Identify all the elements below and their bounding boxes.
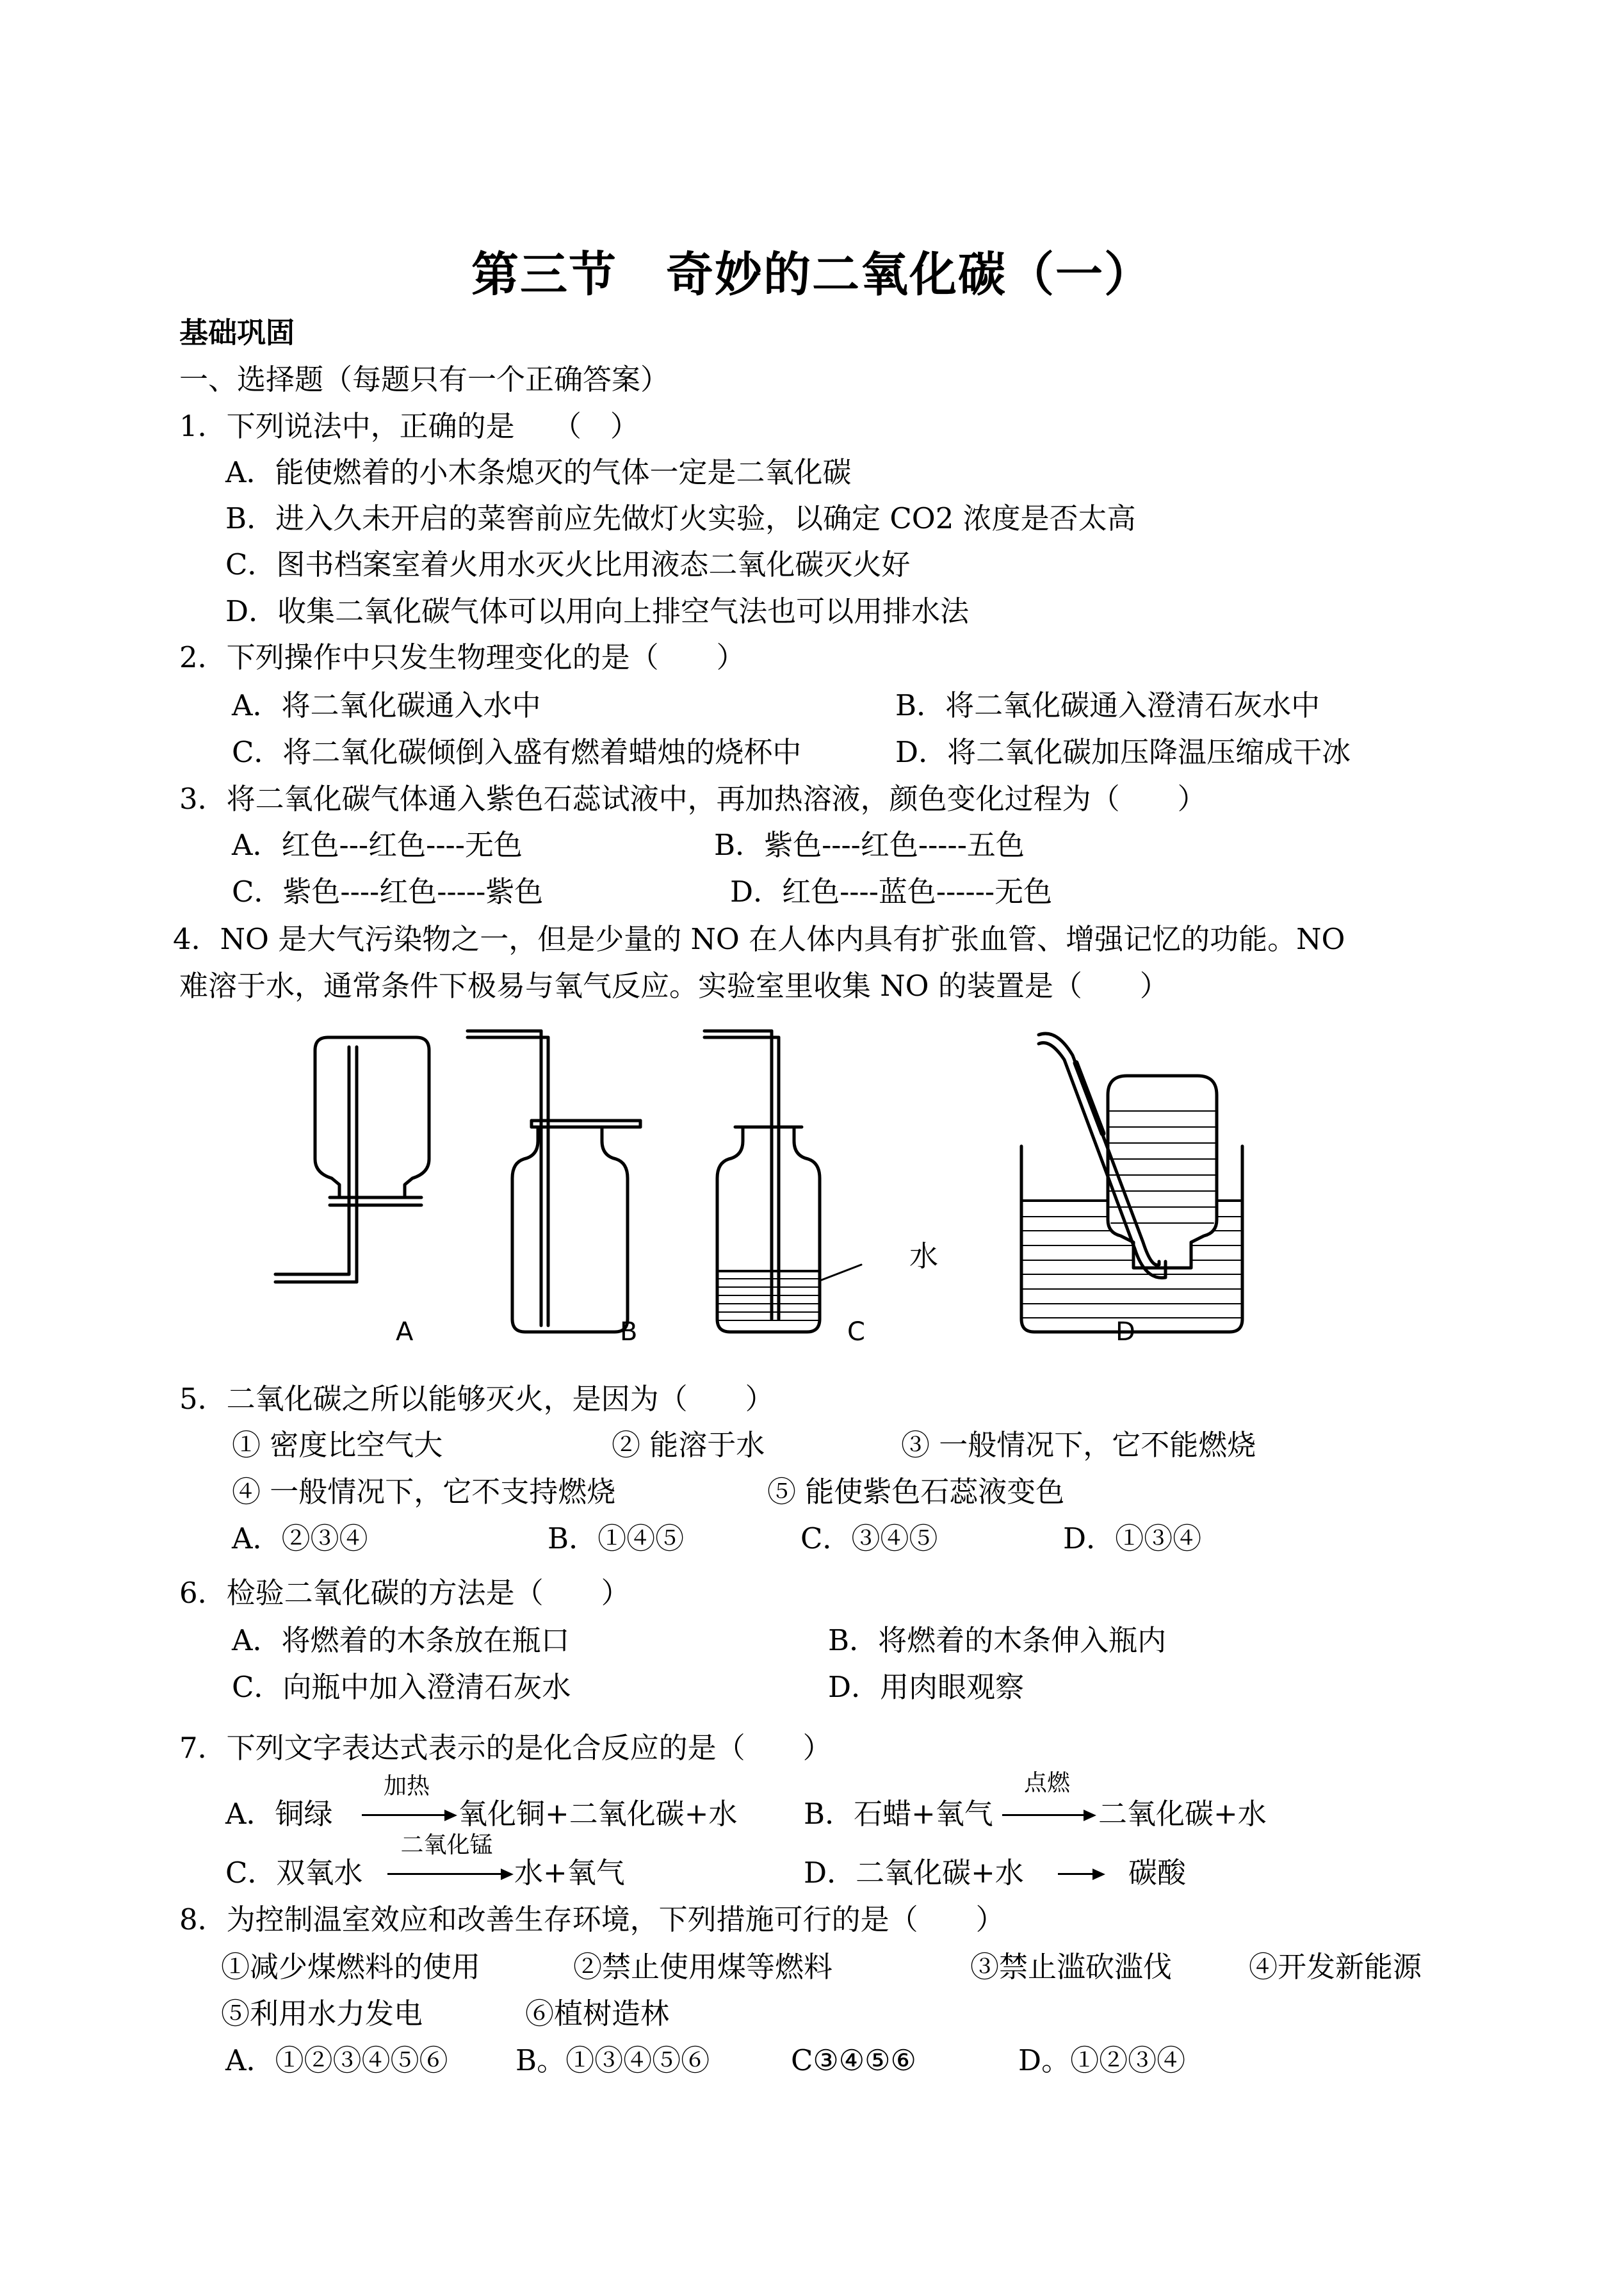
q3-option-d: D．红色----蓝色------无色 bbox=[730, 875, 1053, 909]
q8-measure-5: ⑤利用水力发电 bbox=[221, 1997, 423, 2031]
q6-option-b: B．将燃着的木条伸入瓶内 bbox=[828, 1623, 1167, 1657]
q5-option-d: D．①③④ bbox=[1063, 1521, 1202, 1555]
q7-c-reactants: C．双氧水 bbox=[225, 1856, 363, 1890]
q8-measure-1: ①减少煤燃料的使用 bbox=[221, 1950, 481, 1984]
q7-stem: 7．下列文字表达式表示的是化合反应的是（ ） bbox=[179, 1731, 832, 1765]
q1-stem: 1．下列说法中，正确的是 （ ） bbox=[179, 409, 639, 443]
q2-option-a: A．将二氧化碳通入水中 bbox=[232, 688, 541, 722]
q7-d-arrow bbox=[1058, 1873, 1093, 1875]
q6-option-c: C．向瓶中加入澄清石灰水 bbox=[232, 1670, 571, 1704]
q8-measure-2: ②禁止使用煤等燃料 bbox=[573, 1950, 833, 1984]
apparatus-d bbox=[1021, 1034, 1242, 1332]
q7-a-arrowhead bbox=[444, 1810, 457, 1821]
q8-option-d: D。①②③④ bbox=[1018, 2043, 1186, 2077]
apparatus-a bbox=[275, 1037, 429, 1282]
q5-statement-4: ④ 一般情况下，它不支持燃烧 bbox=[232, 1475, 616, 1509]
q8-option-c: C③④⑤⑥ bbox=[791, 2043, 916, 2077]
part-heading: 一、选择题（每题只有一个正确答案） bbox=[179, 362, 670, 396]
q5-statement-3: ③ 一般情况下，它不能燃烧 bbox=[901, 1428, 1256, 1462]
q7-d-reactants: D．二氧化碳+水 bbox=[804, 1856, 1024, 1890]
q5-option-c: C．③④⑤ bbox=[800, 1521, 938, 1555]
q7-b-reactants: B．石蜡+氧气 bbox=[804, 1797, 993, 1831]
q2-stem: 2．下列操作中只发生物理变化的是（ ） bbox=[179, 640, 745, 674]
section-heading: 基础巩固 bbox=[179, 316, 295, 350]
q8-measure-4: ④开发新能源 bbox=[1249, 1950, 1422, 1984]
q7-b-arrowhead bbox=[1084, 1810, 1096, 1821]
q8-stem: 8．为控制温室效应和改善生存环境，下列措施可行的是（ ） bbox=[179, 1902, 1005, 1936]
q5-stem: 5．二氧化碳之所以能够灭火，是因为（ ） bbox=[179, 1382, 774, 1416]
q4-stem-line2: 难溶于水，通常条件下极易与氧气反应。实验室里收集 NO 的装置是（ ） bbox=[179, 969, 1169, 1003]
page-title: 第三节 奇妙的二氧化碳（一） bbox=[471, 247, 1153, 302]
q5-option-a: A．②③④ bbox=[232, 1521, 368, 1555]
q8-measure-6: ⑥植树造林 bbox=[525, 1997, 670, 2031]
q7-d-products: 碳酸 bbox=[1128, 1856, 1187, 1890]
q5-statement-1: ① 密度比空气大 bbox=[232, 1428, 443, 1462]
q7-c-arrow bbox=[387, 1873, 501, 1875]
q3-option-c: C．紫色----红色-----紫色 bbox=[232, 875, 544, 909]
q4-figure-label-b: B bbox=[620, 1317, 638, 1347]
q1-option-b: B．进入久未开启的菜窖前应先做灯火实验，以确定 CO2 浓度是否太高 bbox=[225, 501, 1136, 535]
q7-c-products: 水+氧气 bbox=[514, 1856, 625, 1890]
q8-measure-3: ③禁止滥砍滥伐 bbox=[970, 1950, 1173, 1984]
q7-a-reactants: A．铜绿 bbox=[225, 1797, 333, 1831]
q2-option-b: B．将二氧化碳通入澄清石灰水中 bbox=[895, 688, 1320, 722]
q7-a-condition: 加热 bbox=[383, 1773, 430, 1799]
q7-b-products: 二氧化碳+水 bbox=[1098, 1797, 1267, 1831]
q5-option-b: B．①④⑤ bbox=[548, 1521, 685, 1555]
q8-option-b: B。①③④⑤⑥ bbox=[516, 2043, 710, 2077]
q7-a-arrow bbox=[362, 1814, 445, 1816]
q3-option-b: B．紫色----红色-----五色 bbox=[714, 828, 1025, 862]
q5-statement-5: ⑤ 能使紫色石蕊液变色 bbox=[767, 1475, 1065, 1509]
q4-figure-label-c: C bbox=[847, 1317, 865, 1347]
q1-option-c: C．图书档案室着火用水灭火比用液态二氧化碳灭火好 bbox=[225, 547, 911, 581]
q2-option-d: D．将二氧化碳加压降温压缩成干冰 bbox=[895, 735, 1351, 769]
q4-figure-label-a: A bbox=[396, 1317, 414, 1347]
q2-option-c: C．将二氧化碳倾倒入盛有燃着蜡烛的烧杯中 bbox=[232, 735, 802, 769]
q7-d-arrowhead bbox=[1092, 1869, 1105, 1880]
q7-b-arrow bbox=[1002, 1814, 1084, 1816]
q4-water-label: 水 bbox=[909, 1239, 939, 1273]
q7-a-products: 氧化铜+二氧化碳+水 bbox=[459, 1797, 738, 1831]
q4-stem-line1: 4．NO 是大气污染物之一，但是少量的 NO 在人体内具有扩张血管、增强记忆的功能。NO bbox=[173, 922, 1345, 956]
q3-stem: 3．将二氧化碳气体通入紫色石蕊试液中，再加热溶液，颜色变化过程为（ ） bbox=[179, 782, 1206, 816]
q1-option-d: D．收集二氧化碳气体可以用向上排空气法也可以用排水法 bbox=[225, 594, 970, 628]
q7-b-condition: 点燃 bbox=[1023, 1770, 1070, 1796]
q3-option-a: A．红色---红色----无色 bbox=[232, 828, 523, 862]
q7-c-arrowhead bbox=[501, 1869, 514, 1880]
apparatus-b bbox=[467, 1031, 640, 1332]
q4-figure-label-d: D bbox=[1116, 1317, 1135, 1347]
q5-statement-2: ② 能溶于水 bbox=[612, 1428, 765, 1462]
q6-option-a: A．将燃着的木条放在瓶口 bbox=[232, 1623, 570, 1657]
q1-option-a: A．能使燃着的小木条熄灭的气体一定是二氧化碳 bbox=[225, 455, 852, 489]
apparatus-c bbox=[704, 1031, 861, 1332]
q6-stem: 6．检验二氧化碳的方法是（ ） bbox=[179, 1576, 630, 1610]
q7-c-condition: 二氧化锰 bbox=[400, 1832, 493, 1858]
q8-option-a: A．①②③④⑤⑥ bbox=[225, 2043, 448, 2077]
q6-option-d: D．用肉眼观察 bbox=[828, 1670, 1025, 1704]
